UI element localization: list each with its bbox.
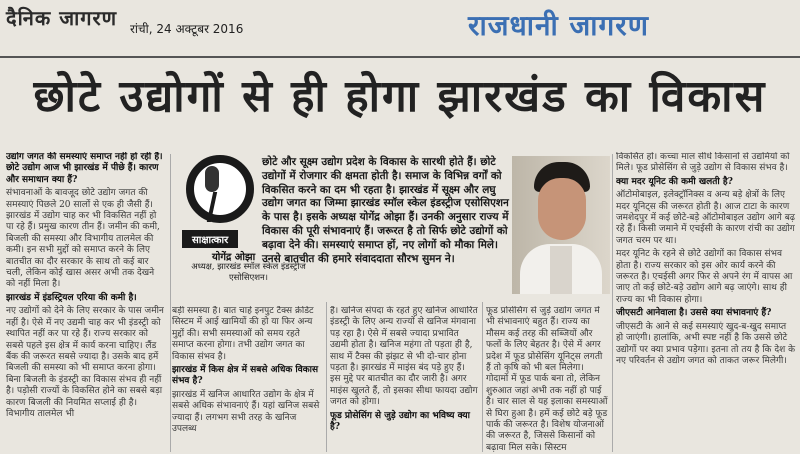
microphone-icon [205,166,219,192]
article-column-2 [172,306,322,452]
answer-paragraph: मदर यूनिट के रहने से छोटे उद्योगों का विकास संभव होता है। राज्य सरकार को इस ओर कार्य करने की जरूरत है। एचईसी अगर फिर से अपने रंग में वापस आ जाए तो कई छोटे-बड़े उद्योग आगे बढ़ जाएंगे। साथ ही राज्य का भी विकास होगा। [616,249,793,305]
answer-paragraph: ऑटोमोबाइल, इलेक्ट्रॉनिक्स व अन्य बड़े क्षेत्रों के लिए मदर यूनिट्स की जरूरत होती है। आज टाटा के कारण जमशेदपुर में कई छोटे-बड़े ऑटोमोबाइल उद्योग आगे बढ़ रहे हैं। किसी जमाने में एचईसी के कारण रांची का उद्योग जगत चरम पर था। [616,190,795,246]
question-paragraph: क्या मदर यूनिट की कमी खलती है? [616,176,733,187]
article-column-4 [486,306,608,452]
answer-paragraph: जीएसटी के आने से कई समस्याएं खुद-ब-खुद समाप्त हो जाएंगी। हालांकि, अभी स्पष्ट नहीं है कि उससे छोटे उद्योगों पर क्या प्रभाव पड़ेगा। इतना तो तय है कि देश के नए परिवर्तन से उद्योग जगत को ताकत जरूर मिलेगी। [616,321,795,366]
question-paragraph: जीएसटी आनेवाला है। उससे क्या संभावनाएं हैं? [616,308,772,319]
answer-paragraph: बड़ी समस्या है। बात चाहे इनपुट टैक्स क्रेडिट सिस्टम में आई खामियों की हो या फिर अन्य मुद्दों की। सभी समस्याओं को समय रहते समाप्त करना होगा। तभी उद्योग जगत का विकास संभव है। [172,306,314,362]
column-divider [170,154,171,452]
newspaper-name: दैनिक जागरण [6,6,118,30]
answer-paragraph: झारखंड में खनिज आधारित उद्योग के क्षेत्र में सबसे अधिक संभावनाएं हैं। यहां खनिज सबसे ज्यादा हैं। लगभग सभी तरह के खनिज उपलब्ध [172,389,320,435]
question-paragraph: झारखंड में इंडस्ट्रियल एरिया की कमी है। [6,292,137,303]
interview-intro [262,156,512,266]
interviewee-photo [512,156,610,294]
edition-date: रांची, 24 अक्टूबर 2016 [130,22,244,36]
article-column-5 [616,152,796,452]
question-paragraph: उद्योग जगत की समस्याएं समाप्त नहीं हो रही हैं। छोटे उद्योग आज भी झारखंड में पीछे हैं। कारण और समाधान क्या हैं? [6,152,163,185]
article-column-1 [6,152,164,452]
answer-paragraph: हैं। खनिज संपदा के रहते हुए खनिज आधारित इंडस्ट्री के लिए अन्य राज्यों से खनिज मंगवाना पड़ रहा है। ऐसे में सबसे ज्यादा प्रभावित उद्यमी होता है। खनिज महंगा तो पड़ता ही है, साथ में टैक्स की झंझट से भी दो-चार होना पड़ता है। झारखंड में माइंस बंद पड़े हुए हैं। इस मुद्दे पर बातचीत का दौर जारी है। अगर माइंस खुलते हैं, तो इसका सीधा फायदा उद्योग जगत को होगा। [330,306,478,408]
headline: छोटे उद्योगों से ही होगा झारखंड का विकास [33,71,767,122]
answer-paragraph: विकसित हो। कच्चा माल सीधे किसानों से उद्यमियों को मिले। फूड प्रोसेसिंग से जुड़े उद्योग से विकास संभव है। [616,152,790,174]
column-divider [482,302,483,452]
reporter-name: सौरभ सुमन ने। [396,252,455,265]
question-paragraph: फूड प्रोसेसिंग से जुड़े उद्योग का भविष्य क्या है? [330,410,470,433]
interviewee-name: योगेंद्र ओझा [212,252,256,263]
question-paragraph: झारखंड में किस क्षेत्र में सबसे अधिक विकास संभव है? [172,365,319,387]
answer-paragraph: नए उद्योगों को देने के लिए सरकार के पास जमीन नहीं है। ऐसे में नए उद्यमी चाह कर भी इंडस्ट्री को स्थापित नहीं कर पा रहे हैं। राज्य सरकार को सबसे पहले इस क्षेत्र में कार्य करना चाहिए। लैंड बैंक की जरूरत सबसे ज्यादा है। उसके बाद हमें बिजली की समस्या को भी समाप्त करना होगा। बिना बिजली के इंडस्ट्री का विकास संभव ही नहीं है। पड़ोसी राज्यों के विकसित होने का सबसे बड़ा कारण बिजली की नियमित सप्लाई ही है। विभागीय तालमेल भी [6,306,164,419]
answer-paragraph: संभावनाओं के बावजूद छोटे उद्योग जगत की समस्याएं पिछले 20 सालों से एक ही जैसी हैं। झारखंड में उद्योग चाह कर भी विकसित नहीं हो पा रहे हैं। प्रमुख कारण तीन हैं। जमीन की कमी, बिजली की समस्या और विभागीय तालमेल की कमी। इन सभी मुद्दों को समाप्त करने के लिए बातचीत का दौर सरकार के साथ तो कई बार चली, लेकिन कोई खास असर अभी तक देखने को नहीं मिला है। [6,188,160,290]
interview-mic-emblem [186,155,254,223]
column-divider [326,302,327,452]
interview-tag: साक्षात्कार [182,230,238,248]
intro-text: छोटे और सूक्ष्म उद्योग प्रदेश के विकास के सारथी होते हैं। छोटे उद्योगों में रोजगार की क्षमता होती है। समाज के विभिन्न वर्गों को विकसित करने का दम भी रहता है। झारखंड में सूक्ष्म और लघु उद्योग जगत का जिम्मा झारखंड स्मॉल स्केल इंडस्ट्रीज एसोसिएशन के पास है। इसके अध्यक्ष योगेंद्र ओझा हैं। उनकी अनुसार राज्य में विकास की पूरी संभावनाएं हैं। जरूरत है तो सिर्फ छोटे उद्योगों को बढ़ावा देने की। समस्याएं समाप्त हों, नए लोगों को मौका मिले। उनसे बातचीत की हमारे संवाददाता [262,156,509,265]
supplement-title: राजधानी जागरण [468,9,649,42]
interviewee-role: अध्यक्ष, झारखंड स्मॉल स्केल इंडस्ट्रीज एसोसिएशन। [191,262,306,283]
column-divider [612,154,613,452]
article-column-3 [330,306,478,452]
answer-paragraph: फूड प्रोसेसिंग से जुड़े उद्योग जगत में भी संभावनाएं बहुत हैं। राज्य का मौसम कई तरह की सब्जियों और फलों के लिए बेहतर है। ऐसे में अगर प्रदेश में फूड प्रोसेसिंग यूनिट्स लगती हैं तो कृषि को भी बल मिलेगा। गोदामों में फूड पार्क बना तो, लेकिन शुरुआत जहां अभी तक नहीं हो पाई है। चार साल से यह इलाका समस्याओं से घिरा हुआ है। हमें कई छोटे बड़े फूड पार्क की जरूरत है। विशेष योजनाओं की जरूरत है, जिससे किसानों को बढ़ावा मिल सके। सिस्टम [486,306,608,452]
masthead-rule [0,56,800,58]
